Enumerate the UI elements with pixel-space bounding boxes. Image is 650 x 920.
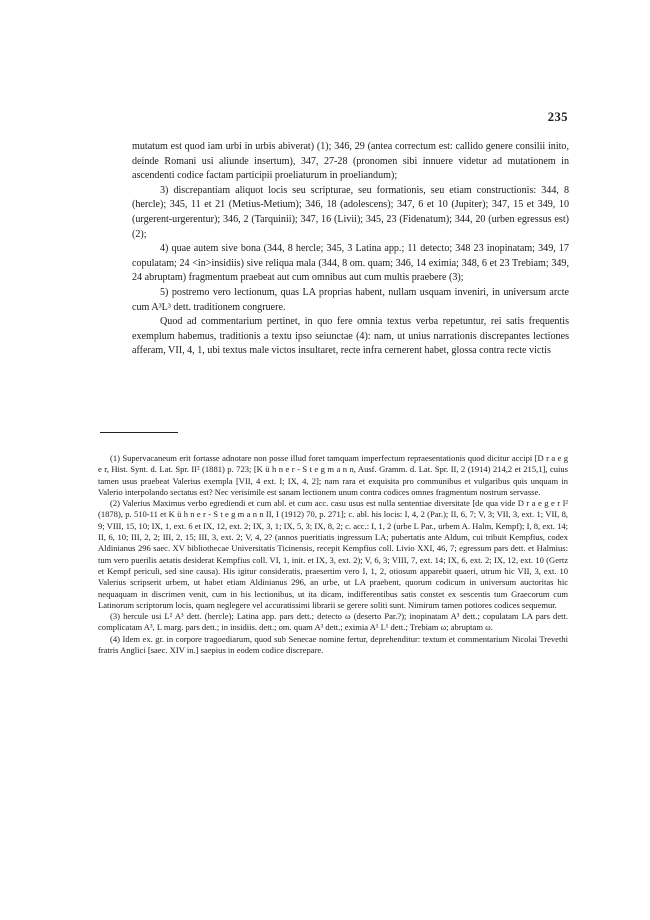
- paragraph-point-3: 3) discrepantiam aliquot locis seu scripturae, seu formationis, seu etiam constructionis: 344, 8 (hercle); 345, 11 et 21 (Metius-Metium); 346, 18 (adolescens); 347, 6 et 10 (Jupiter); 347, 15 et 349, 10 (urgerent-urgerentur); 346, 2 (Tarquinii); 347, 16 (Livii); 345, 23 (Fidenatum); 344, 20 (urben egressus est) (2);: [132, 184, 569, 240]
- footnote-4: (4) Idem ex. gr. in corpore tragoediarum, quod sub Senecae nomine fertur, deprehenditur: textum et commentarium Nicolai Trevethi fratris Anglici [saec. XIV in.] saepius in eodem codice discrepare.: [98, 633, 568, 656]
- footnotes: [98, 453, 568, 656]
- paragraph-commentarium: Quod ad commentarium pertinet, in quo fere omnia textus verba repetuntur, rei satis frequentis exemplum habemus, traditionis a textu ipso seiunctae (4): nam, ut unius narrationis discrepantes lectiones afferam, VII, 4, 1, ubi textus male victos insultaret, recte infra cernerent habet, glossa contra recte victis: [132, 316, 569, 357]
- footnote-separator: [100, 432, 178, 433]
- footnote-1: (1) Supervacaneum erit fortasse adnotare non posse illud foret tamquam imperfectum repraesentationis quod dicitur accipi [D r a e g e r, Hist. Synt. d. Lat. Spr. II² (1881) p. 723; [K ü h n e r - S t e g m a n n, Ausf. Gramm. d. Lat. Spr. II, 2 (1914) 214,2 et 215,1], cuius tamen usus praebeat Valerius exempla [VII, 4 ext. I; IX, 4, 2]; nam rara et exquisita pro communibus et vulgaribus quis unquam in Valerio interpolando sectatus est? Nec verisimile est sanam lectionem unum contra codices omnes fragmentum nostrum servasse.: [98, 453, 568, 497]
- footnote-3: (3) hercule usi L² A³ dett. (hercle); Latina app. pars dett.; detecto ω (deserto Par.?); inopinatam A³ dett.; copulatam LA pars dett. complicatam A³, L marg. pars dett.; in insidiis. dett.; om. quam A³ dett.; eximia A¹ L¹ dett.; Trebiam ω; abruptam ω.: [98, 611, 568, 633]
- paragraph-continuation: mutatum est quod iam urbi in urbis abiverat) (1); 346, 29 (antea correctum est: callido genere consilii inito, deinde Romani usi aliunde insertum), 347, 27-28 (pronomen sibi innuere videtur ad mutationem in ascendenti codice factam participii proeliaturum in proeliandum);: [132, 141, 569, 182]
- main-text: [132, 140, 569, 359]
- paragraph-point-4: 4) quae autem sive bona (344, 8 hercle; 345, 3 Latina app.; 11 detecto; 348 23 inopinatam; 349, 17 copulatam; 24 <in>insidiis) sive reliqua mala (344, 8 om. quam; 346, 14 eximia; 348, 6 et 23 Trebiam; 349, 24 abruptam) fragmentum praebeat aut cum omnibus aut cum multis praebere (3);: [132, 243, 569, 284]
- page-number: 235: [547, 110, 568, 124]
- paragraph-point-5: 5) postremo vero lectionum, quas LA proprias habent, nullam usquam inveniri, in universum arcte cum A³L³ dett. traditionem congruere.: [132, 286, 569, 313]
- footnote-2: (2) Valerius Maximus verbo egrediendi et cum abl. et cum acc. casu usus est nulla sententiae diversitate [de qua vide D r a e g e r I² (1878), p. 510-11 et K ü h n e r - S t e g m a n n II, I (1912) 70, p. 271]; c. abl. his locis: I, 4, 2 (Par.); II, 6, 7; V, 3; VII, 3, ext. 1; VII, 8, 9; VIII, 15, 10; IX, 1, ext. 6 et IX, 12, ext. 2; IX, 3, 1; IX, 5, 3; IX, 8, 2; c. acc.: I, 1, 2 (urbe L Par., urbem A. Halm, Kempf); I, 8, ext. 14; II, 6, 10; III, 2, 2; III, 2, 15; III, 3, ext. 2; V, 4, 2? (annos pueritiatis ingressum LA; pubertatis ante Aldum, cui tribuit Kempfius, codex Aldinianus 296 saec. XV bibliothecae Universitatis Ticinensis, recepit Kempfius coll. Livio XXI, 46, 7; egressum pars dett. et Halmius: tum vero puerilis aetatis desiderat Kempfius coll. VI, 1, init. et IX, 3, ext. 2); V, 6, 3; VIII, 7, ext. 14; IX, 6, ext. 2; IX, 12, ext. 10 (Gertz et Kempf periculi, sed sine causa). His igitur consideratis, praesertim vero I, 1, 2, otiosum apparebit quaeri, utrum hic VII, 3, ext. 10 Valerius scripserit urbem, ut habet etiam Aldinianus 296, an urbe, ut LA praebent, quorum codicum in universum auctoritas hic nequaquam in discrimen venit, cum in his lectionibus, ut ita dicam, indifferentibus satis constet ex sescentis tum Graecorum cum Latinorum scriptorum locis, quam neglegere vel accuratissimi librarii se gerere soliti sunt. Nimirum tamen potiores codices sequemur.: [98, 498, 568, 610]
